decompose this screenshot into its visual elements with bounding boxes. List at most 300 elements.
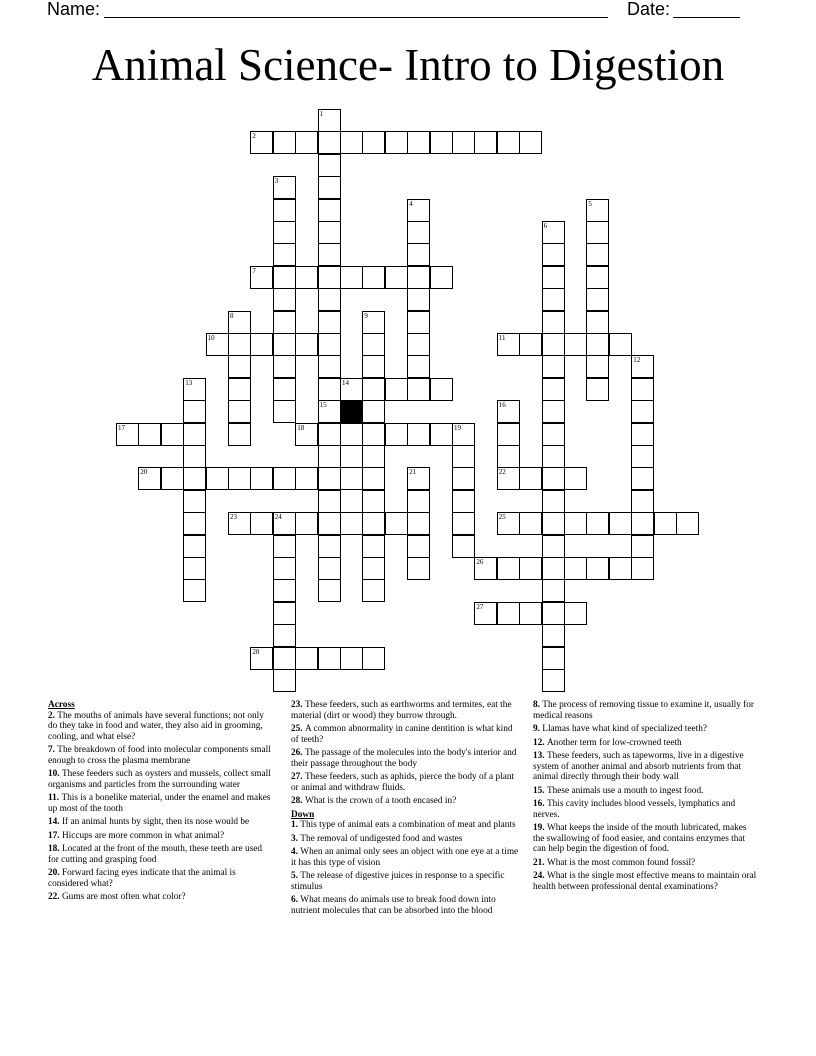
clue-item — [533, 738, 758, 749]
crossword-cell[interactable] — [497, 333, 520, 356]
crossword-cell[interactable] — [318, 333, 341, 356]
crossword-cell[interactable] — [631, 467, 654, 490]
clue-item — [533, 700, 758, 721]
clue-text: Another term for low-crowned teeth — [546, 737, 682, 748]
clue-number-label: 13. — [533, 751, 547, 761]
crossword-cell[interactable] — [273, 333, 296, 356]
crossword-cell[interactable] — [362, 333, 385, 356]
crossword-cell[interactable] — [318, 109, 341, 132]
clue-number-label: 6. — [291, 895, 301, 905]
crossword-cell[interactable] — [318, 154, 341, 177]
clue-number-label: 23. — [291, 700, 305, 710]
clue-item — [291, 796, 522, 807]
clue-number: 7 — [252, 266, 256, 275]
crossword-cell[interactable] — [676, 512, 699, 535]
clue-section-heading: Down — [291, 809, 315, 820]
crossword-cell[interactable] — [542, 378, 565, 401]
clue-item — [48, 745, 273, 766]
date-field-line[interactable] — [673, 17, 740, 18]
crossword-cell[interactable] — [250, 266, 273, 289]
crossword-cell[interactable] — [228, 355, 251, 378]
crossword-cell[interactable] — [631, 535, 654, 558]
clue-text: These feeders, such as tapeworms, live in a digestive system of another animal and absorb nutrients from that animal directly through their body wall — [533, 751, 744, 782]
clue-item — [533, 858, 758, 869]
clue-number: 15 — [319, 401, 327, 410]
crossword-cell[interactable] — [318, 445, 341, 468]
crossword-cell[interactable] — [273, 199, 296, 222]
crossword-cell[interactable] — [452, 490, 475, 513]
clue-number: 19 — [454, 423, 461, 432]
crossword-cell[interactable] — [542, 266, 565, 289]
crossword-cell[interactable] — [273, 579, 296, 602]
crossword-cell[interactable] — [273, 378, 296, 401]
crossword-cell[interactable] — [138, 423, 161, 446]
crossword-cell[interactable] — [385, 512, 408, 535]
clue-number-label: 27. — [291, 772, 305, 782]
clues-column-3 — [533, 700, 758, 895]
clue-item — [48, 892, 273, 903]
clues-column-2 — [291, 700, 522, 919]
clue-item — [291, 820, 522, 831]
crossword-cell[interactable] — [542, 288, 565, 311]
crossword-cell[interactable] — [273, 467, 296, 490]
crossword-cell[interactable] — [273, 602, 296, 625]
crossword-cell[interactable] — [228, 400, 251, 423]
crossword-cell[interactable] — [228, 333, 251, 356]
crossword-cell[interactable] — [183, 512, 206, 535]
crossword-cell[interactable] — [586, 333, 609, 356]
crossword-cell[interactable] — [318, 423, 341, 446]
clue-item — [291, 834, 522, 845]
clue-section-heading: Across — [48, 700, 75, 710]
clue-text: Gums are most often what color? — [61, 892, 186, 902]
crossword-cell[interactable] — [542, 647, 565, 670]
crossword-cell[interactable] — [273, 176, 296, 199]
crossword-cell[interactable] — [542, 579, 565, 602]
clue-text: This cavity includes blood vessels, lymphatics and nerves. — [533, 799, 736, 820]
crossword-cell[interactable] — [407, 557, 430, 580]
page-title: Animal Science- Intro to Digestion — [91, 40, 725, 90]
clue-number: 5 — [588, 199, 592, 208]
clue-number: 23 — [230, 513, 237, 522]
crossword-cell[interactable] — [497, 557, 520, 580]
crossword-cell[interactable] — [362, 647, 385, 670]
clue-number: 17 — [118, 423, 125, 432]
clue-item — [533, 871, 758, 892]
crossword-cell[interactable] — [340, 378, 363, 401]
clue-number: 26 — [476, 558, 484, 566]
crossword-cell[interactable] — [631, 355, 654, 378]
crossword-cell[interactable] — [519, 512, 542, 535]
crossword-cell[interactable] — [273, 557, 296, 580]
crossword-cell[interactable] — [452, 467, 475, 490]
crossword-cell[interactable] — [362, 512, 385, 535]
crossword-cell[interactable] — [295, 266, 318, 289]
crossword-cell[interactable] — [407, 243, 430, 266]
clue-text: Hiccups are more common in what animal? — [61, 830, 225, 841]
crossword-cell[interactable] — [586, 378, 609, 401]
clue-item — [533, 823, 758, 855]
clue-text: The process of removing tissue to examine it, usually for medical reasons — [533, 700, 755, 721]
crossword-cell[interactable] — [183, 579, 206, 602]
clue-item — [533, 751, 758, 783]
clue-item — [291, 724, 522, 745]
crossword-cell[interactable] — [183, 378, 206, 401]
crossword-cell[interactable] — [273, 288, 296, 311]
crossword-cell[interactable] — [407, 221, 430, 244]
crossword-cell[interactable] — [228, 311, 251, 334]
clue-text: The release of digestive juices in response to a specific stimulus — [291, 871, 505, 892]
crossword-cell[interactable] — [407, 266, 430, 289]
crossword-cell[interactable] — [586, 557, 609, 580]
crossword-cell[interactable] — [430, 423, 453, 446]
crossword-cell[interactable] — [407, 512, 430, 535]
crossword-cell[interactable] — [385, 378, 408, 401]
crossword-cell[interactable] — [318, 512, 341, 535]
crossword-cell[interactable] — [340, 467, 363, 490]
clue-number-label: 26. — [291, 748, 305, 758]
crossword-cell[interactable] — [407, 378, 430, 401]
clue-number: 21 — [409, 468, 417, 477]
crossword-cell[interactable] — [183, 445, 206, 468]
crossword-cell[interactable] — [362, 467, 385, 490]
crossword-cell[interactable] — [250, 131, 273, 154]
clue-number: 12 — [633, 356, 641, 365]
crossword-black-cell — [340, 400, 363, 423]
crossword-cell[interactable] — [631, 400, 654, 423]
crossword-cell[interactable] — [340, 131, 363, 154]
crossword-cell[interactable] — [273, 647, 296, 670]
clue-number-label: 15. — [533, 785, 547, 796]
crossword-cell[interactable] — [542, 490, 565, 513]
crossword-cell[interactable] — [385, 266, 408, 289]
clue-number: 18 — [297, 423, 305, 432]
crossword-cell[interactable] — [228, 423, 251, 446]
crossword-cell[interactable] — [542, 311, 565, 334]
crossword-cell[interactable] — [318, 400, 341, 423]
crossword-cell[interactable] — [564, 557, 587, 580]
clue-text: The passage of the molecules into the body's interior and their passage throughout the body — [291, 748, 517, 769]
clue-item — [533, 786, 758, 797]
clue-number: 2 — [252, 132, 256, 141]
crossword-cell[interactable] — [273, 355, 296, 378]
crossword-cell[interactable] — [295, 647, 318, 670]
crossword-cell[interactable] — [519, 333, 542, 356]
clue-item — [48, 817, 273, 828]
clue-number: 4 — [409, 199, 413, 208]
crossword-cell[interactable] — [586, 512, 609, 535]
clue-text: Forward facing eyes indicate that the animal is considered what? — [48, 868, 236, 889]
crossword-cell[interactable] — [318, 288, 341, 311]
crossword-cell[interactable] — [273, 311, 296, 334]
crossword-cell[interactable] — [362, 423, 385, 446]
crossword-cell[interactable] — [228, 512, 251, 535]
crossword-cell[interactable] — [564, 602, 587, 625]
crossword-cell[interactable] — [564, 512, 587, 535]
crossword-cell[interactable] — [138, 467, 161, 490]
crossword-cell[interactable] — [497, 131, 520, 154]
crossword-cell[interactable] — [206, 333, 229, 356]
clue-text: These feeders such as oysters and mussels, collect small organisms and particles from the surrounding water — [48, 769, 271, 790]
crossword-cell[interactable] — [542, 221, 565, 244]
crossword-cell[interactable] — [497, 445, 520, 468]
crossword-cell[interactable] — [362, 311, 385, 334]
clue-number-label: 10. — [48, 769, 62, 779]
crossword-cell[interactable] — [497, 467, 520, 490]
crossword-cell[interactable] — [407, 131, 430, 154]
crossword-cell[interactable] — [318, 311, 341, 334]
crossword-cell[interactable] — [586, 355, 609, 378]
crossword-cell[interactable] — [631, 490, 654, 513]
crossword-cell[interactable] — [362, 579, 385, 602]
crossword-cell[interactable] — [631, 557, 654, 580]
crossword-cell[interactable] — [609, 512, 632, 535]
crossword-cell[interactable] — [161, 423, 184, 446]
crossword-cell[interactable] — [452, 512, 475, 535]
crossword-cell[interactable] — [407, 490, 430, 513]
crossword-cell[interactable] — [318, 176, 341, 199]
crossword-cell[interactable] — [183, 490, 206, 513]
crossword-cell[interactable] — [609, 333, 632, 356]
crossword-cell[interactable] — [273, 624, 296, 647]
clue-text: This type of animal eats a combination of meat and plants — [300, 820, 516, 830]
clue-number: 13 — [185, 378, 193, 387]
crossword-cell[interactable] — [362, 131, 385, 154]
crossword-cell[interactable] — [519, 602, 542, 625]
crossword-cell[interactable] — [452, 445, 475, 468]
crossword-cell[interactable] — [385, 131, 408, 154]
crossword-cell[interactable] — [183, 557, 206, 580]
crossword-cell[interactable] — [497, 512, 520, 535]
crossword-cell[interactable] — [362, 266, 385, 289]
crossword-cell[interactable] — [497, 400, 520, 423]
date-label: Date: — [627, 0, 671, 19]
crossword-cell[interactable] — [407, 288, 430, 311]
crossword-cell[interactable] — [318, 355, 341, 378]
crossword-cell[interactable] — [497, 602, 520, 625]
crossword-cell[interactable] — [430, 378, 453, 401]
crossword-cell[interactable] — [407, 423, 430, 446]
clue-item — [48, 793, 273, 814]
crossword-cell[interactable] — [631, 378, 654, 401]
crossword-cell[interactable] — [430, 266, 453, 289]
crossword-cell[interactable] — [542, 669, 565, 692]
crossword-cell[interactable] — [586, 243, 609, 266]
crossword-cell[interactable] — [586, 199, 609, 222]
crossword-cell[interactable] — [273, 221, 296, 244]
crossword-cell[interactable] — [318, 467, 341, 490]
crossword-cell[interactable] — [631, 423, 654, 446]
crossword-cell[interactable] — [542, 445, 565, 468]
crossword-cell[interactable] — [362, 400, 385, 423]
crossword-cell[interactable] — [519, 557, 542, 580]
crossword-cell[interactable] — [273, 535, 296, 558]
crossword-cell[interactable] — [430, 131, 453, 154]
crossword-cell[interactable] — [273, 512, 296, 535]
clue-number-label: 19. — [533, 823, 547, 833]
crossword-cell[interactable] — [273, 669, 296, 692]
clue-text: What is the most common found fossil? — [546, 857, 696, 868]
crossword-cell[interactable] — [318, 131, 341, 154]
clue-text: These animals use a mouth to ingest food. — [546, 785, 704, 796]
crossword-cell[interactable] — [474, 131, 497, 154]
crossword-cell[interactable] — [318, 266, 341, 289]
crossword-cell[interactable] — [542, 355, 565, 378]
crossword-cell[interactable] — [452, 423, 475, 446]
crossword-cell[interactable] — [228, 467, 251, 490]
crossword-cell[interactable] — [542, 602, 565, 625]
clue-number: 25 — [498, 513, 506, 522]
clue-item — [291, 895, 522, 916]
clue-number: 6 — [543, 222, 548, 230]
clue-number-label: 9. — [533, 724, 543, 734]
clue-number: 22 — [498, 468, 506, 477]
clue-number-label: 25. — [291, 724, 305, 734]
clue-number: 8 — [230, 311, 234, 320]
crossword-cell[interactable] — [362, 490, 385, 513]
clue-text: What means do animals use to break food down into nutrient molecules that can be absorbed into the blood — [291, 895, 496, 916]
crossword-cell[interactable] — [318, 557, 341, 580]
crossword-cell[interactable] — [318, 535, 341, 558]
clue-number-label: 17. — [48, 830, 62, 841]
crossword-cell[interactable] — [474, 602, 497, 625]
clue-number: 20 — [140, 468, 148, 477]
crossword-cell[interactable] — [542, 624, 565, 647]
clue-text: Located at the front of the mouth, these teeth are used for cutting and grasping food — [48, 844, 263, 865]
crossword-cell[interactable] — [340, 647, 363, 670]
crossword-cell[interactable] — [542, 535, 565, 558]
clue-number: 11 — [498, 334, 506, 342]
clue-number-label: 5. — [291, 871, 301, 881]
crossword-cell[interactable] — [564, 467, 587, 490]
clue-text: Llamas have what kind of specialized teeth? — [542, 724, 707, 734]
crossword-cell[interactable] — [362, 378, 385, 401]
crossword-cell[interactable] — [452, 535, 475, 558]
crossword-cell[interactable] — [631, 445, 654, 468]
crossword-cell[interactable] — [318, 490, 341, 513]
clue-item — [291, 772, 522, 793]
crossword-cell[interactable] — [362, 557, 385, 580]
crossword-cell[interactable] — [385, 423, 408, 446]
crossword-cell[interactable] — [295, 467, 318, 490]
clue-item — [533, 724, 758, 735]
clue-item — [291, 748, 522, 769]
crossword-cell[interactable] — [250, 647, 273, 670]
crossword-cell[interactable] — [340, 512, 363, 535]
crossword-cell[interactable] — [407, 355, 430, 378]
crossword-cell[interactable] — [407, 535, 430, 558]
crossword-cell[interactable] — [542, 333, 565, 356]
crossword-cell[interactable] — [295, 131, 318, 154]
crossword-cell[interactable] — [609, 557, 632, 580]
crossword-cell[interactable] — [564, 333, 587, 356]
crossword-cell[interactable] — [654, 512, 677, 535]
crossword-cell[interactable] — [295, 423, 318, 446]
crossword-cell[interactable] — [542, 512, 565, 535]
crossword-cell[interactable] — [273, 131, 296, 154]
clue-number-label: 7. — [48, 745, 58, 755]
clue-item — [48, 769, 273, 790]
crossword-cell[interactable] — [295, 512, 318, 535]
crossword-cell[interactable] — [519, 131, 542, 154]
crossword-cell[interactable] — [586, 311, 609, 334]
clues-column-1 — [48, 700, 273, 906]
crossword-cell[interactable] — [228, 378, 251, 401]
crossword-cell[interactable] — [586, 288, 609, 311]
clue-number: 1 — [319, 110, 324, 118]
crossword-cell[interactable] — [542, 400, 565, 423]
clue-item — [48, 868, 273, 889]
crossword-cell[interactable] — [183, 400, 206, 423]
crossword-cell[interactable] — [250, 333, 273, 356]
crossword-cell[interactable] — [273, 243, 296, 266]
crossword-cell[interactable] — [273, 400, 296, 423]
crossword-cell[interactable] — [183, 535, 206, 558]
crossword-cell[interactable] — [318, 378, 341, 401]
clue-item — [48, 831, 273, 842]
crossword-cell[interactable] — [183, 467, 206, 490]
crossword-cell[interactable] — [273, 266, 296, 289]
crossword-cell[interactable] — [631, 512, 654, 535]
clue-number-label: 24. — [533, 871, 547, 881]
name-field-line[interactable] — [104, 17, 608, 18]
clue-number-label: 21. — [533, 857, 547, 868]
crossword-cell[interactable] — [250, 467, 273, 490]
crossword-cell[interactable] — [407, 333, 430, 356]
clue-item — [291, 871, 522, 892]
crossword-cell[interactable] — [183, 423, 206, 446]
crossword-cell[interactable] — [250, 512, 273, 535]
crossword-cell[interactable] — [206, 467, 229, 490]
crossword-cell[interactable] — [116, 423, 139, 446]
crossword-cell[interactable] — [295, 333, 318, 356]
crossword-cell[interactable] — [362, 355, 385, 378]
crossword-cell[interactable] — [474, 557, 497, 580]
clue-item — [48, 711, 273, 743]
crossword-cell[interactable] — [542, 467, 565, 490]
clue-text: The removal of undigested food and wastes — [300, 833, 463, 844]
crossword-cell[interactable] — [542, 423, 565, 446]
clue-number: 27 — [476, 602, 484, 611]
crossword-cell[interactable] — [519, 467, 542, 490]
crossword-cell[interactable] — [318, 221, 341, 244]
crossword-cell[interactable] — [362, 535, 385, 558]
crossword-cell[interactable] — [318, 579, 341, 602]
crossword-cell[interactable] — [452, 131, 475, 154]
clue-number-label: 28. — [291, 796, 305, 806]
crossword-cell[interactable] — [542, 243, 565, 266]
crossword-cell[interactable] — [362, 445, 385, 468]
crossword-cell[interactable] — [318, 243, 341, 266]
crossword-cell[interactable] — [407, 311, 430, 334]
crossword-cell[interactable] — [318, 199, 341, 222]
crossword-cell[interactable] — [340, 423, 363, 446]
clue-text: When an animal only sees an object with one eye at a time it has this type of vision — [291, 847, 519, 868]
crossword-cell[interactable] — [340, 266, 363, 289]
crossword-cell[interactable] — [318, 647, 341, 670]
crossword-cell[interactable] — [407, 467, 430, 490]
clue-number-label: 18. — [48, 844, 62, 854]
crossword-cell[interactable] — [161, 467, 184, 490]
clue-number-label: 16. — [533, 799, 547, 809]
crossword-cell[interactable] — [586, 266, 609, 289]
crossword-cell[interactable] — [407, 199, 430, 222]
clue-number: 3 — [274, 177, 279, 186]
crossword-cell[interactable] — [542, 557, 565, 580]
crossword-cell[interactable] — [497, 423, 520, 446]
crossword-cell[interactable] — [586, 221, 609, 244]
clue-item — [291, 700, 522, 721]
